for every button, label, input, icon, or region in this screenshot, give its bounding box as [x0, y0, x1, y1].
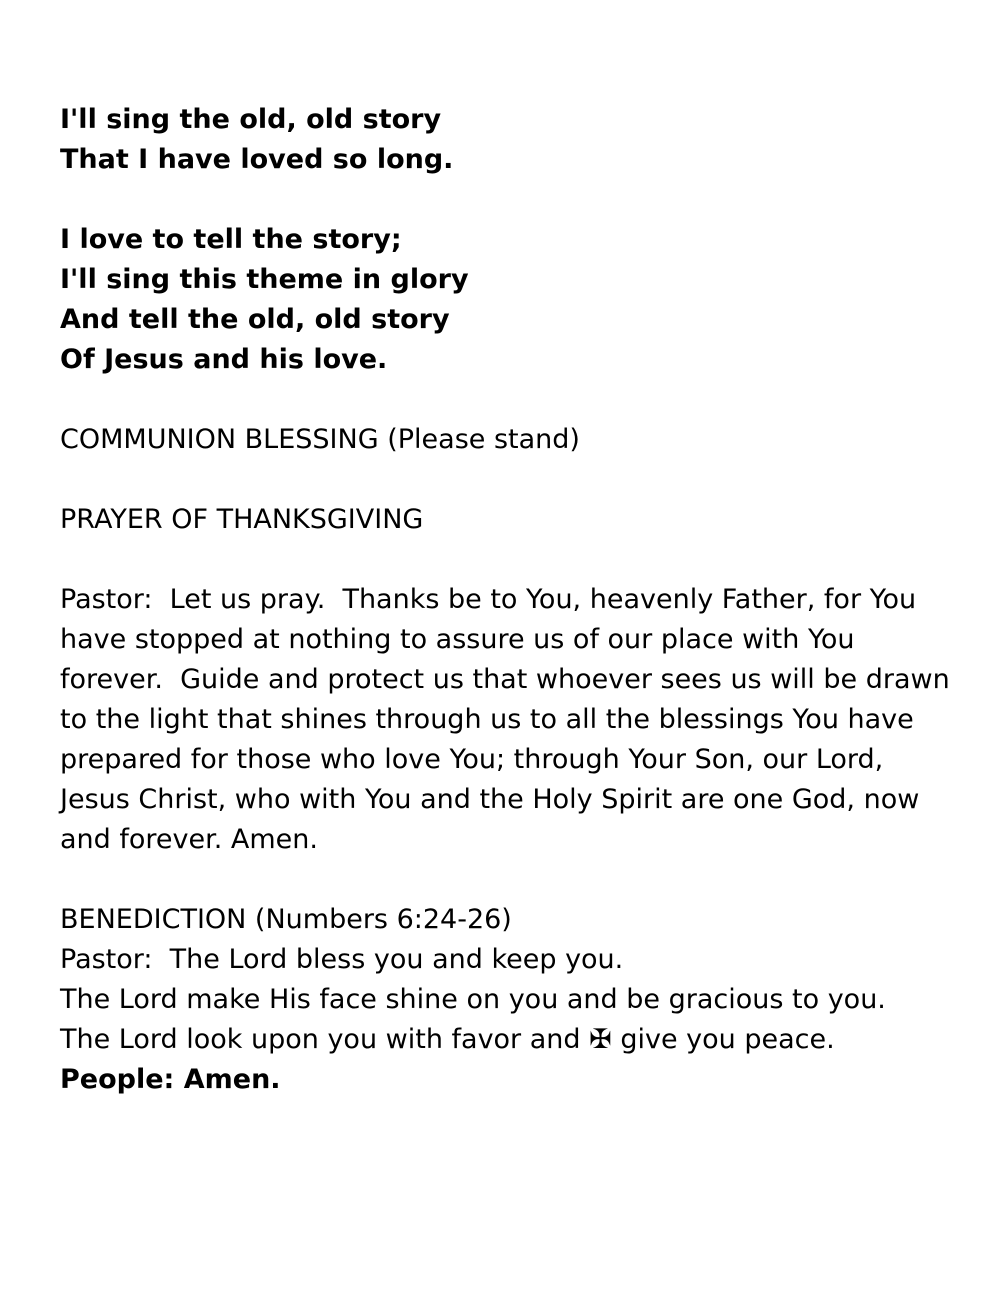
- bulletin-page: [60, 100, 960, 1100]
- hymn-verse-end: [60, 100, 960, 180]
- spacer: [60, 860, 960, 900]
- prayer-line: forever. Guide and protect us that whoever sees us will be drawn: [60, 664, 950, 695]
- spacer: [60, 380, 960, 420]
- spacer: [60, 460, 960, 500]
- prayer-line: Jesus Christ, who with You and the Holy Spirit are one God, now: [60, 784, 920, 815]
- benediction-line: Pastor: The Lord bless you and keep you.: [60, 944, 624, 975]
- prayer-heading: PRAYER OF THANKSGIVING: [60, 504, 424, 535]
- spacer: [60, 540, 960, 580]
- prayer-text: [60, 580, 960, 860]
- prayer-line: to the light that shines through us to all the blessings You have: [60, 704, 914, 735]
- hymn-line: I'll sing this theme in glory: [60, 264, 469, 295]
- hymn-line: I love to tell the story;: [60, 224, 402, 255]
- benediction-line: The Lord make His face shine on you and be gracious to you.: [60, 984, 886, 1015]
- prayer-line: have stopped at nothing to assure us of our place with You: [60, 624, 855, 655]
- benediction-line: The Lord look upon you with favor and ✠ give you peace.: [60, 1024, 835, 1055]
- hymn-line: That I have loved so long.: [60, 144, 454, 175]
- benediction-heading: BENEDICTION (Numbers 6:24-26): [60, 904, 512, 935]
- hymn-line: I'll sing the old, old story: [60, 104, 442, 135]
- people-response: People: Amen.: [60, 1064, 281, 1095]
- hymn-line: Of Jesus and his love.: [60, 344, 388, 375]
- spacer: [60, 180, 960, 220]
- prayer-line: prepared for those who love You; through Your Son, our Lord,: [60, 744, 884, 775]
- communion-blessing-heading: COMMUNION BLESSING (Please stand): [60, 424, 580, 455]
- benediction-text: [60, 940, 960, 1060]
- hymn-refrain: [60, 220, 960, 380]
- hymn-line: And tell the old, old story: [60, 304, 450, 335]
- prayer-line: and forever. Amen.: [60, 824, 318, 855]
- prayer-line: Pastor: Let us pray. Thanks be to You, heavenly Father, for You: [60, 584, 917, 615]
